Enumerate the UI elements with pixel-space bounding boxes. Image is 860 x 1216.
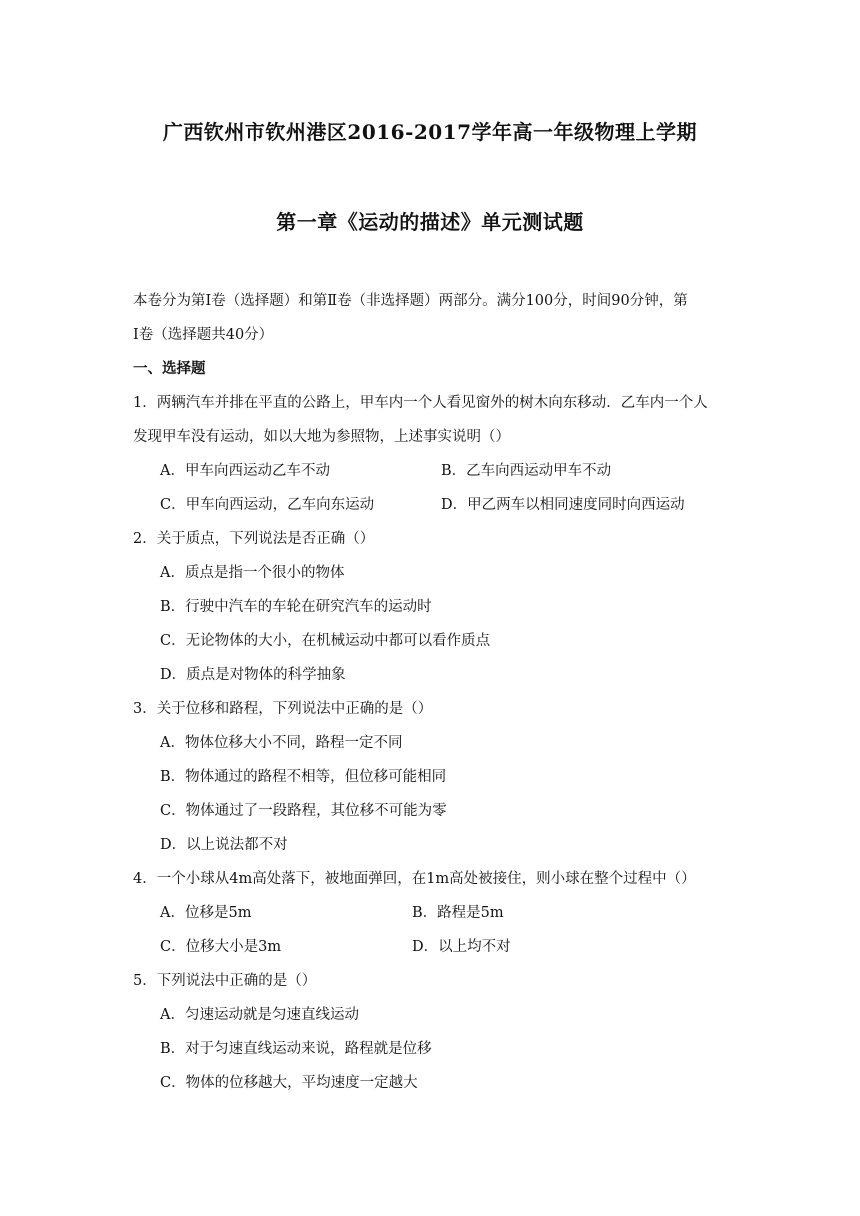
question-5-option-c: C．物体的位移越大，平均速度一定越大 [160, 1075, 418, 1091]
document-title: 广西钦州市钦州港区2016-2017学年高一年级物理上学期 [162, 120, 698, 144]
question-1-option-a: A．甲车向西运动乙车不动 [160, 463, 330, 479]
question-3-option-d: D．以上说法都不对 [160, 837, 288, 853]
question-3-option-c: C．物体通过了一段路程，其位移不可能为零 [160, 803, 447, 819]
question-1-option-b: B．乙车向西运动甲车不动 [441, 463, 612, 479]
document-subtitle: 第一章《运动的描述》单元测试题 [276, 210, 584, 234]
question-2-option-d: D．质点是对物体的科学抽象 [160, 667, 346, 683]
question-1-stem-line-2: 发现甲车没有运动，如以大地为参照物，上述事实说明（） [133, 429, 510, 445]
question-2-option-a: A．质点是指一个很小的物体 [160, 565, 345, 581]
question-3-option-a: A．物体位移大小不同，路程一定不同 [160, 735, 403, 751]
intro-line-1: 本卷分为第Ⅰ卷（选择题）和第Ⅱ卷（非选择题）两部分。满分100分，时间90分钟，第 [133, 293, 688, 309]
question-3-stem: 3．关于位移和路程，下列说法中正确的是（） [133, 701, 433, 717]
question-4-option-d: D．以上均不对 [412, 939, 511, 955]
section-heading: 一、选择题 [133, 360, 206, 377]
question-2-stem: 2．关于质点，下列说法是否正确（） [133, 531, 375, 547]
question-2-option-c: C．无论物体的大小，在机械运动中都可以看作质点 [160, 633, 491, 649]
question-1-option-c: C．甲车向西运动，乙车向东运动 [160, 497, 375, 513]
question-5-option-b: B．对于匀速直线运动来说，路程就是位移 [160, 1041, 432, 1057]
question-1-option-d: D．甲乙两车以相同速度同时向西运动 [441, 497, 685, 513]
question-5-option-a: A．匀速运动就是匀速直线运动 [160, 1007, 359, 1023]
question-4-option-b: B．路程是5m [412, 905, 504, 921]
question-4-stem: 4．一个小球从4m高处落下，被地面弹回，在1m高处被接住，则小球在整个过程中（） [133, 871, 696, 887]
intro-line-2: Ⅰ卷（选择题共40分） [133, 327, 274, 343]
question-5-stem: 5．下列说法中正确的是（） [133, 973, 317, 989]
question-1-stem-line-1: 1．两辆汽车并排在平直的公路上，甲车内一个人看见窗外的树木向东移动．乙车内一个人 [133, 395, 708, 411]
question-4-option-c: C．位移大小是3m [160, 939, 282, 955]
question-2-option-b: B．行驶中汽车的车轮在研究汽车的运动时 [160, 599, 432, 615]
question-3-option-b: B．物体通过的路程不相等，但位移可能相同 [160, 769, 447, 785]
question-4-option-a: A．位移是5m [160, 905, 252, 921]
